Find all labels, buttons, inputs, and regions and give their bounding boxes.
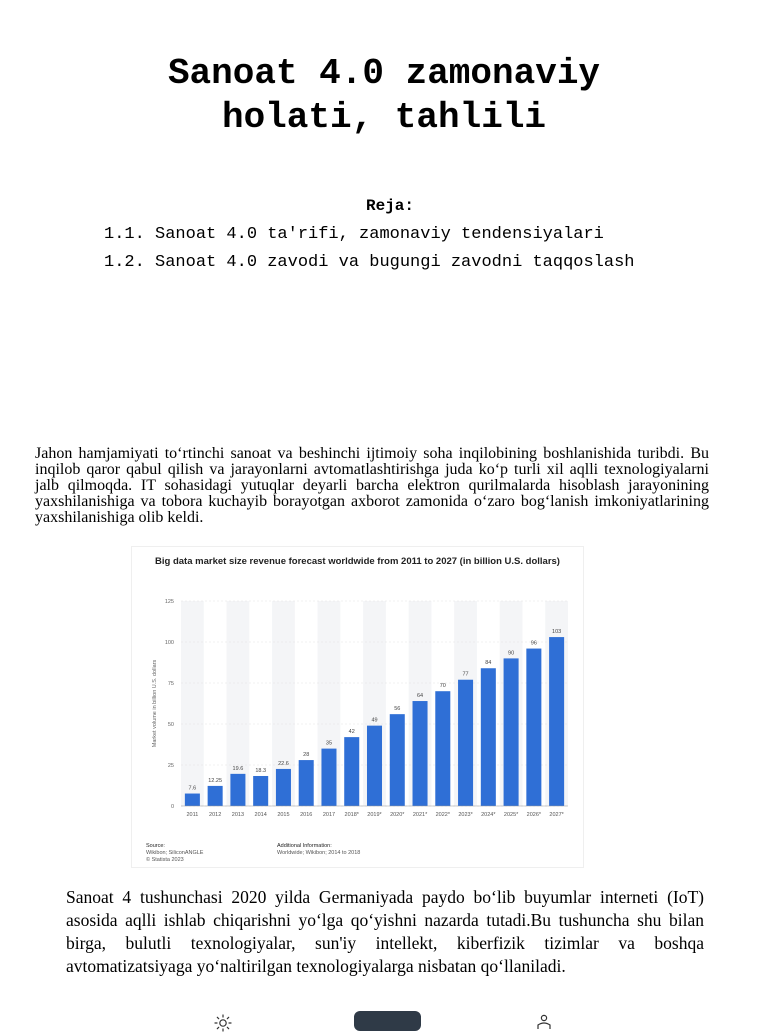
- source-label: Source:: [146, 843, 165, 849]
- x-tick-label: 2020*: [390, 812, 405, 818]
- toolbar-center-button[interactable]: [354, 1011, 421, 1031]
- bar: [230, 774, 245, 806]
- data-label: 7.6: [188, 785, 197, 792]
- x-tick-label: 2012: [209, 812, 222, 818]
- x-tick-label: 2019*: [367, 812, 382, 818]
- additional-line: Worldwide; Wikibon; 2014 to 2018: [277, 850, 361, 856]
- bar: [253, 776, 268, 806]
- chart-additional-info: [277, 843, 360, 857]
- x-tick-label: 2025*: [503, 812, 519, 818]
- data-label: 28: [303, 752, 310, 759]
- person-icon[interactable]: [535, 1013, 553, 1031]
- data-label: 35: [325, 740, 333, 747]
- bar: [390, 714, 405, 806]
- bar: [208, 786, 223, 806]
- plan-item: 1.2. Sanoat 4.0 zavodi va bugungi zavodni taqqoslash: [104, 253, 635, 272]
- data-label: 103: [552, 629, 562, 636]
- y-tick-label: 125: [164, 599, 174, 605]
- bar: [504, 658, 519, 806]
- x-tick-label: 2013: [231, 812, 245, 818]
- plan-item: 1.1. Sanoat 4.0 ta'rifi, zamonaviy tendensiyalari: [104, 225, 604, 244]
- data-label: 12.25: [208, 777, 223, 784]
- data-label: 90: [508, 650, 515, 657]
- plan-list: [104, 225, 704, 281]
- chart-canvas: [132, 547, 583, 867]
- x-tick-label: 2017: [322, 812, 336, 818]
- data-label: 84: [485, 660, 492, 667]
- data-label: 64: [416, 693, 424, 700]
- page-title: [0, 52, 768, 140]
- brightness-icon[interactable]: [214, 1014, 232, 1032]
- bar: [549, 637, 564, 806]
- title-line-1: Sanoat 4.0 zamonaviy: [167, 53, 601, 94]
- bar: [321, 749, 336, 806]
- data-label: 96: [530, 640, 537, 647]
- title-line-2: holati, tahlili: [221, 97, 547, 138]
- data-label: 19.6: [232, 765, 244, 772]
- source-line: Wikibon; SiliconANGLE: [146, 850, 204, 856]
- x-tick-label: 2022*: [435, 812, 450, 818]
- x-tick-label: 2014: [254, 812, 267, 818]
- bar: [185, 794, 200, 806]
- x-tick-label: 2018*: [344, 812, 359, 818]
- y-tick-label: 0: [170, 804, 174, 810]
- x-tick-label: 2011: [186, 812, 199, 818]
- bar: [413, 701, 428, 806]
- column-band: [181, 601, 204, 806]
- source-line: © Statista 2023: [146, 857, 184, 863]
- bar: [481, 668, 496, 806]
- bar-chart: [131, 546, 584, 868]
- chart-title: Big data market size revenue forecast worldwide from 2011 to 2027 (in billion U.S. dollars): [155, 556, 560, 567]
- bar: [276, 769, 291, 806]
- additional-label: Additional Information:: [277, 843, 332, 849]
- data-label: 77: [462, 671, 469, 678]
- body-paragraph: Sanoat 4 tushunchasi 2020 yilda Germaniyada paydo bo‘lib buyumlar interneti (IoT) asosida aqlli ishlab chiqarishni yo‘lga qo‘yishni nazarda tutadi.Bu tushuncha shu bilan birga, bulutli texnologiyalar, sun'iy intellekt, kiberfizik tizimlar va boshqa avtomatizatsiyaga yo‘naltirilgan texnologiyalarga nisbatan qo‘llaniladi.: [66, 887, 704, 976]
- bottom-toolbar: [0, 1008, 768, 1024]
- data-label: 18.3: [255, 767, 267, 774]
- data-label: 42: [348, 729, 355, 736]
- y-axis-label: Market volume in billion U.S. dollars: [152, 659, 158, 748]
- data-label: 56: [394, 706, 401, 713]
- bar: [299, 760, 314, 806]
- data-label: 70: [439, 683, 446, 690]
- x-tick-label: 2021*: [412, 812, 428, 818]
- bar: [367, 726, 382, 806]
- intro-paragraph: Jahon hamjamiyati to‘rtinchi sanoat va beshinchi ijtimoiy soha inqilobining boshlanishida turibdi. Bu inqilob qaror qabul qilish va jarayonlarni avtomatlashtirishga juda ko‘p turli xil aqlli texnologiyalarni jalb qilmoqda. IT sohasidagi yutuqlar deyarli barcha elektron qurilmalarda hisoblash jarayonining yaxshilanishiga va tobora kuchayib borayotgan axborot zamonida o‘zaro bog‘lanish imkoniyatlarining yaxshilanishiga olib keldi.: [35, 445, 709, 526]
- x-tick-label: 2026*: [526, 812, 542, 818]
- bar: [344, 737, 359, 806]
- bar: [435, 691, 450, 806]
- chart-source: [146, 843, 203, 864]
- x-tick-label: 2015: [277, 812, 290, 818]
- data-label: 49: [371, 717, 378, 724]
- data-label: 22.6: [278, 760, 289, 767]
- y-tick-label: 50: [167, 722, 174, 728]
- x-tick-label: 2016: [300, 812, 313, 818]
- bar: [458, 680, 473, 806]
- x-tick-label: 2027*: [549, 812, 564, 818]
- plan-heading: Reja:: [365, 197, 414, 215]
- x-tick-label: 2023*: [458, 812, 473, 818]
- x-tick-label: 2024*: [481, 812, 496, 818]
- y-tick-label: 100: [164, 640, 174, 646]
- y-tick-label: 25: [167, 763, 174, 769]
- bar: [526, 649, 541, 806]
- y-tick-label: 75: [167, 681, 174, 687]
